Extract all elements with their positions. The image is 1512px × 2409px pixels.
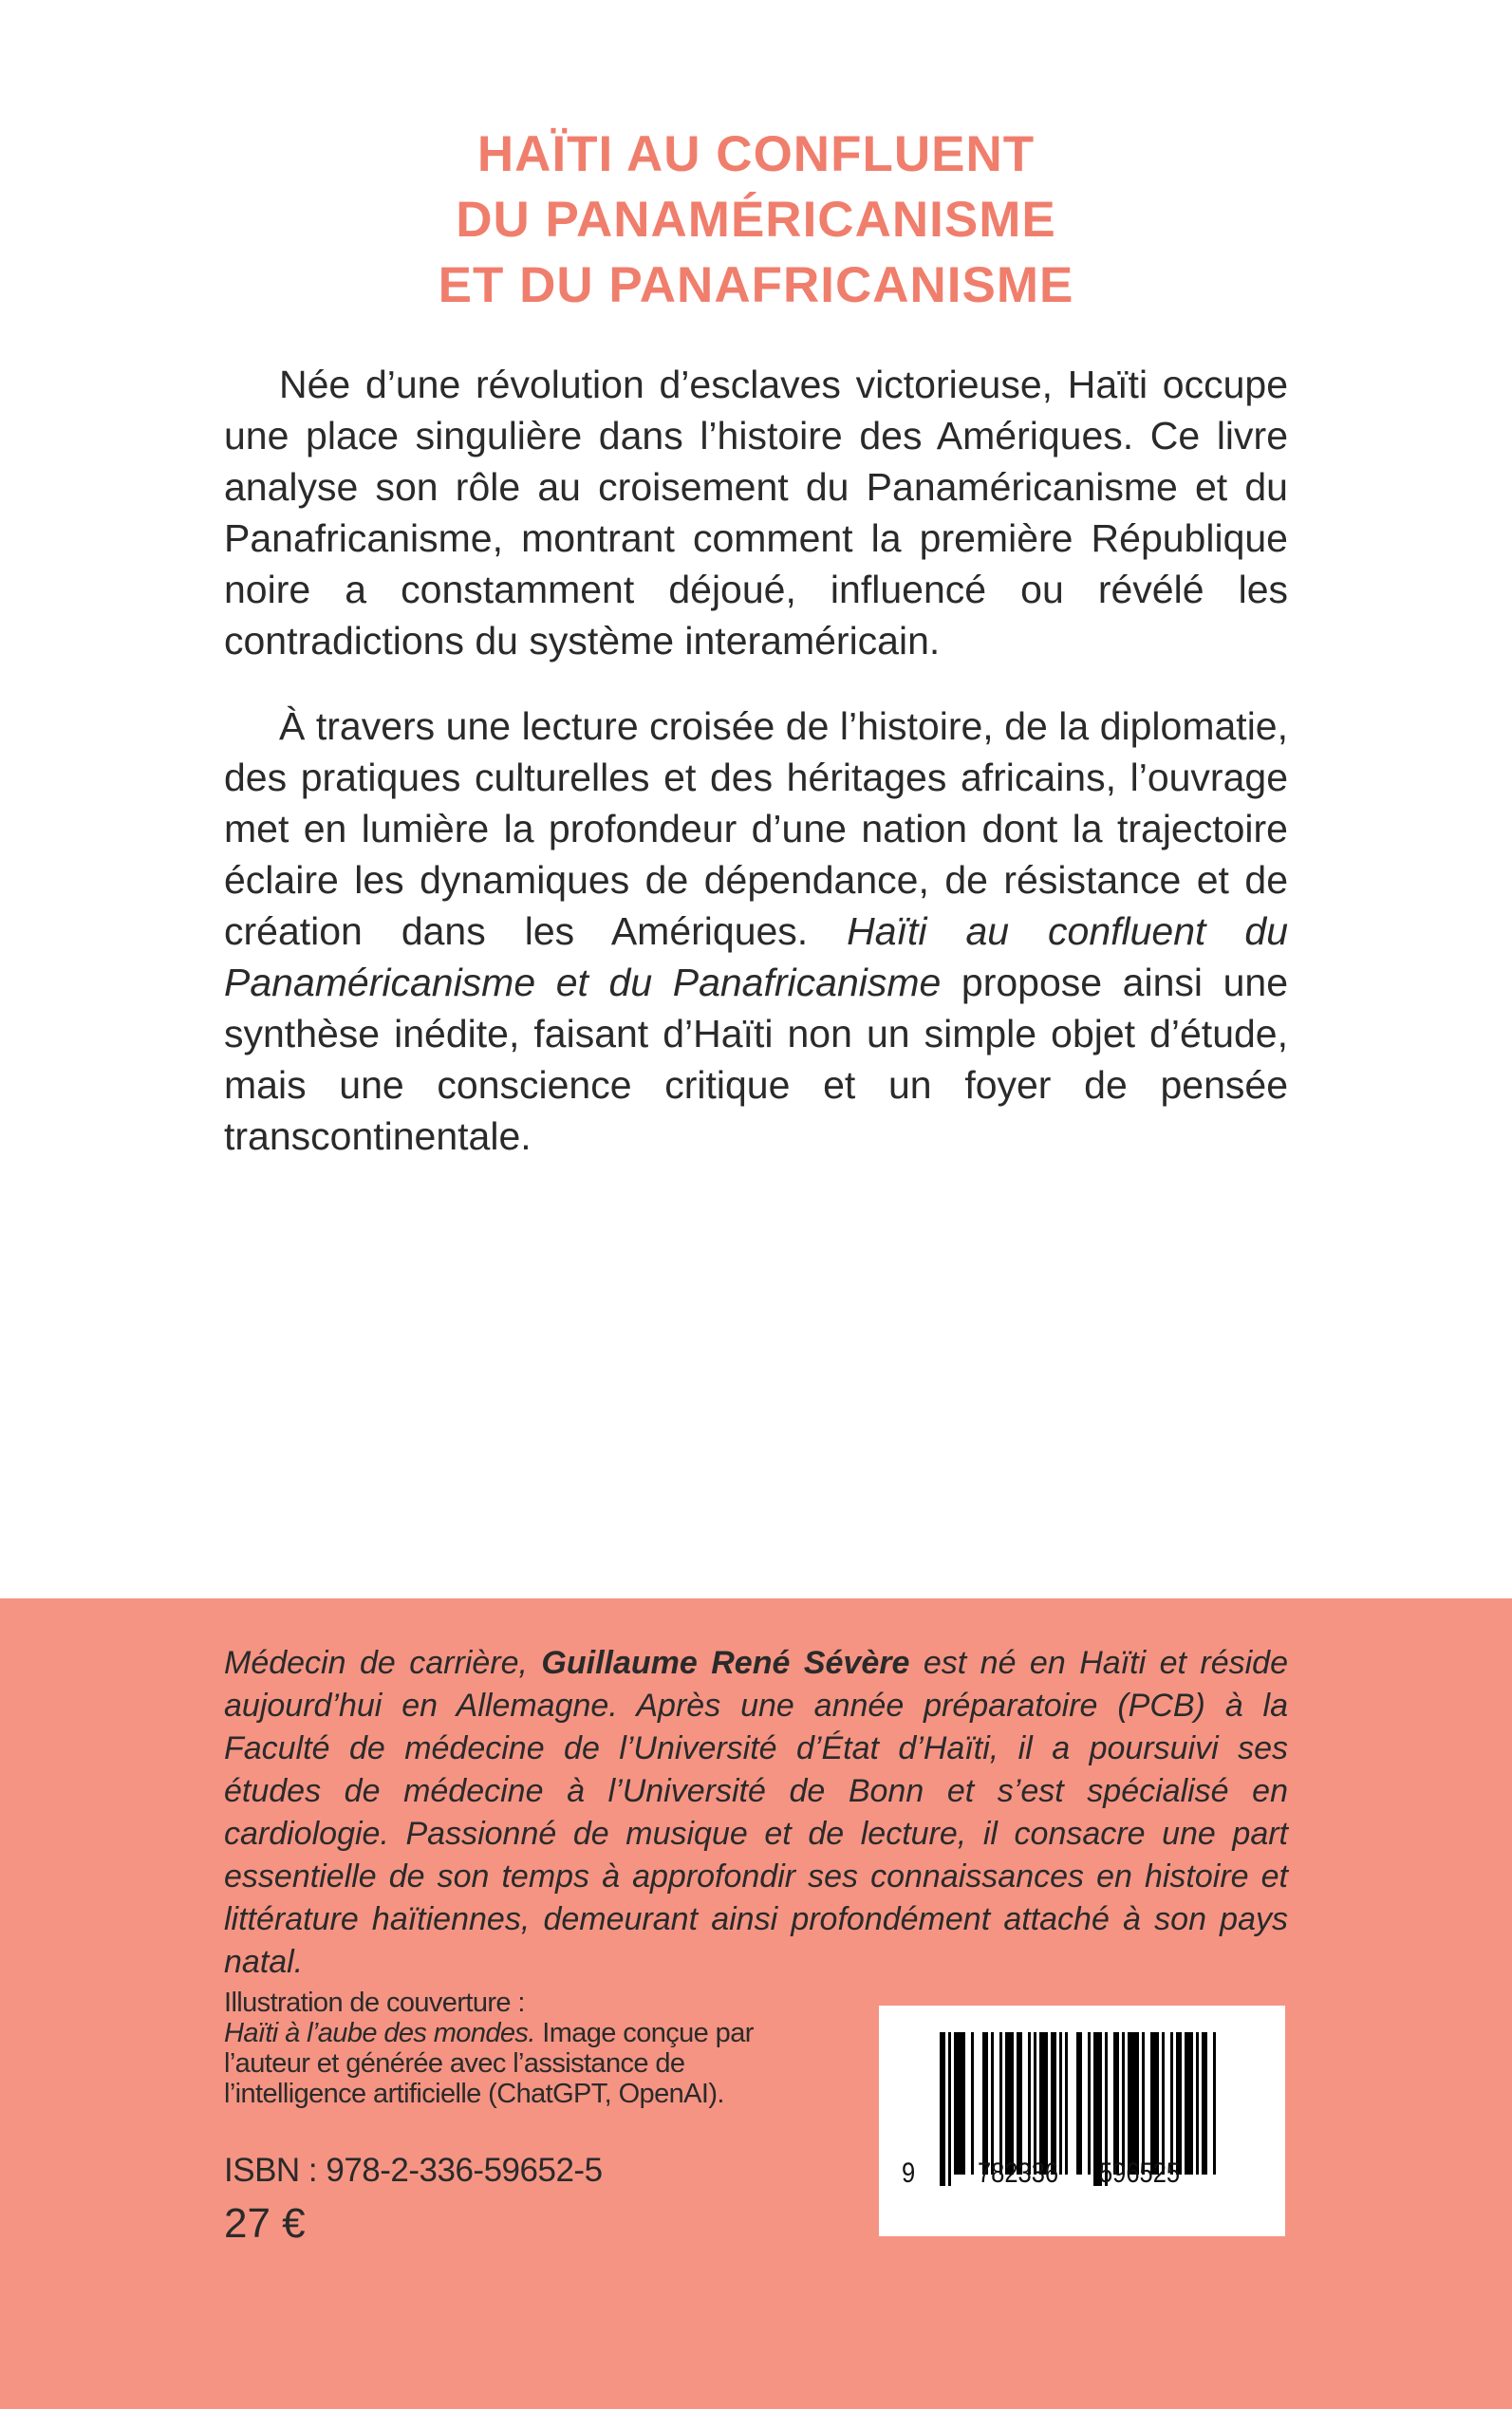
barcode-bar [999,2032,1002,2175]
summary-paragraph-1: Née d’une révolution d’esclaves victorieuse, Haïti occupe une place singulière dans l’histoire des Amériques. Ce livre analyse son rôle au croisement du Panaméricanisme et du Panafricanisme, montrant comment la première République noire a constamment déjoué, influencé ou révélé les contradictions du système interaméricain. [224,363,1288,663]
illustration-credit [224,1988,812,2109]
illustration-title: Haïti à l’aube des mondes. [224,2018,535,2048]
barcode-bar [1170,2032,1173,2175]
barcode-bar [1202,2032,1207,2175]
barcode-bar [1039,2032,1048,2175]
illustration-label: Illustration de couverture : [224,1988,525,2018]
title-line-2: DU PANAMÉRICANISME [456,192,1056,248]
price: 27 € [224,2200,306,2247]
barcode-bar [982,2032,988,2175]
barcode-bar [1122,2032,1125,2175]
book-title [0,121,1512,318]
barcode-bar [1076,2032,1082,2175]
barcode-bar [1162,2032,1165,2175]
barcode [879,2006,1285,2236]
barcode-bars [940,2032,1224,2175]
barcode-bar [991,2032,994,2175]
barcode-bar [1005,2032,1014,2175]
title-line-3: ET DU PANAFRICANISME [438,257,1074,313]
barcode-bar [1128,2032,1139,2175]
barcode-bar [954,2032,965,2175]
summary-p2-start: À travers une lecture croisée de l’histoire, de la diplomatie, des pratiques culturelles et des héritages africains, l’ouvrage met en lumière la profondeur d’une nation dont la trajectoire éclaire les dynamiques de dépendance, de résistance et de création dans les Amériques. [224,704,1288,953]
barcode-bar [1034,2032,1036,2175]
barcode-bar [1065,2032,1068,2175]
summary [224,359,1288,1196]
barcode-digits-left: 782336 [978,2157,1059,2189]
summary-p2-title: Haïti au confluent du Panaméricanisme et du Panafricanisme [224,909,1288,1004]
barcode-bar [1196,2032,1199,2175]
author-bio [224,1642,1288,1984]
barcode-bar [1142,2032,1145,2175]
bio-start: Médecin de carrière, [224,1645,542,1681]
illustration-text: Image conçue par l’auteur et générée avec l’assistance de l’intelligence artificielle (ChatGPT, OpenAI). [224,2018,754,2109]
barcode-bar [1051,2032,1056,2175]
bio-end: est né en Haïti et réside aujourd’hui en Allemagne. Après une année préparatoire (PCB) à la Faculté de médecine de l’Université d’État d’Haïti, il a poursuivi ses études de médecine à l’Université de Bonn et s’est spécialisé en cardiologie. Passionné de musique et de lecture, il consacre une part essentielle de son temps à approfondir ses connaissances en histoire et littérature haïtiennes, demeurant ainsi profondément attaché à son pays natal. [224,1645,1288,1980]
barcode-digits-right: 596525 [1099,2157,1181,2189]
title-line-1: HAÏTI AU CONFLUENT [476,126,1036,182]
barcode-bar [940,2032,945,2186]
summary-p2-end: propose ainsi une synthèse inédite, faisant d’Haïti non un simple objet d’étude, mais une conscience critique et un foyer de pensée transcontinentale. [224,961,1288,1158]
barcode-bar [1113,2032,1119,2175]
barcode-bar [1088,2032,1091,2175]
barcode-bar [1017,2032,1022,2175]
isbn: ISBN : 978-2-336-59652-5 [224,2152,603,2189]
barcode-bar [1059,2032,1062,2175]
barcode-digit-first: 9 [902,2157,916,2189]
barcode-bar [1150,2032,1159,2175]
barcode-bar [971,2032,974,2175]
barcode-bar [1185,2032,1193,2175]
author-name: Guillaume René Sévère [541,1645,910,1681]
barcode-bar [948,2032,951,2186]
barcode-bar [1176,2032,1182,2175]
summary-paragraph-2 [224,700,1288,1162]
barcode-bar [1028,2032,1031,2175]
barcode-bar [1213,2032,1216,2175]
